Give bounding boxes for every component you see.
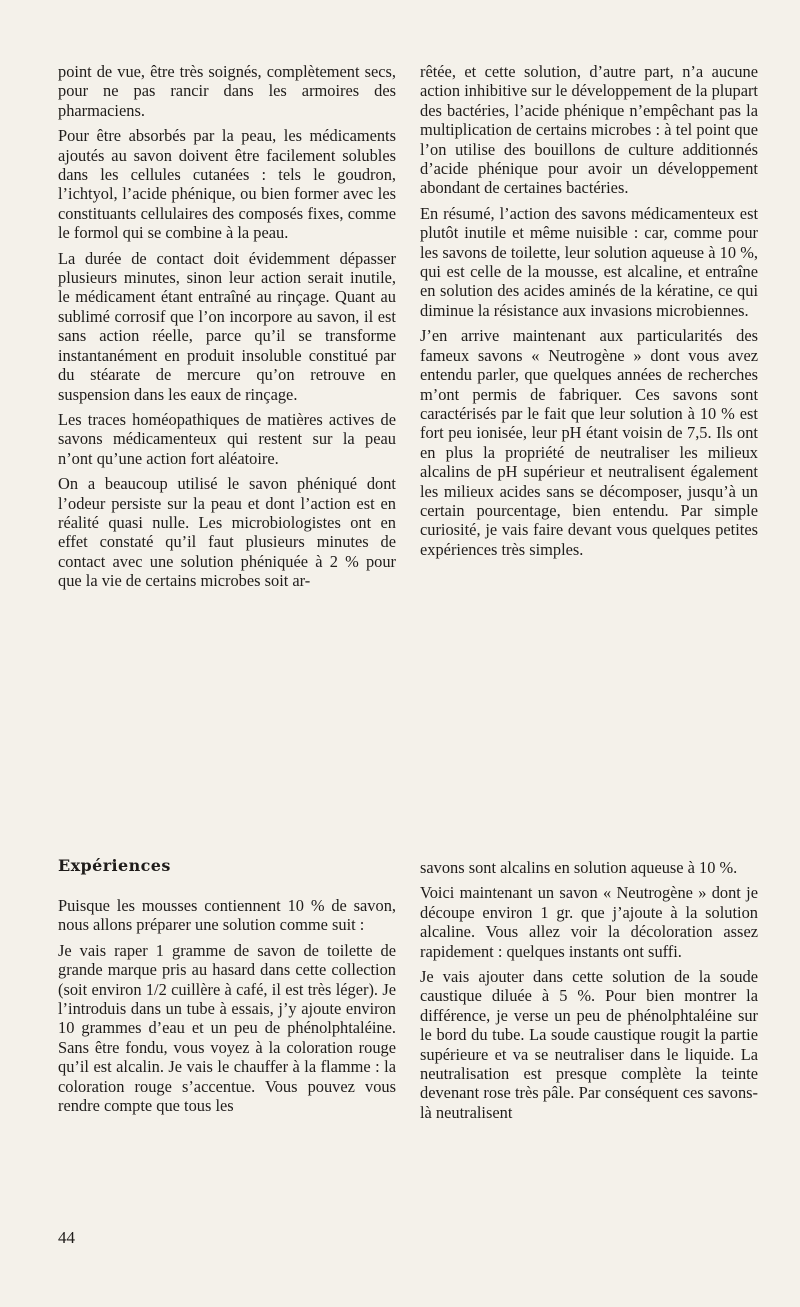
right-column-top (420, 62, 758, 565)
paragraph: rêtée, et cette solution, d’autre part, n’a aucune action inhibitive sur le développement de la plupart des bactéries, l’acide phénique n’empêchant pas la multiplication de certains microbes : à tel point que l’on utilise des bouillons de culture additionnés d’acide phénique pour avoir un développement abondant de certaines bactéries. (420, 62, 758, 198)
paragraph: point de vue, être très soignés, complètement secs, pour ne pas rancir dans les armoires des pharmaciens. (58, 62, 396, 120)
paragraph: savons sont alcalins en solution aqueuse à 10 %. (420, 858, 738, 877)
left-column-top (58, 62, 396, 597)
paragraph: Voici maintenant un savon « Neutrogène » dont je découpe environ 1 gr. que j’ajoute à la solution alcaline. Vous allez voir la décoloration assez rapidement : quelques instants ont suffi. (420, 883, 758, 961)
paragraph: La durée de contact doit évidemment dépasser plusieurs minutes, sinon leur action serait inutile, le médicament étant entraîné au rinçage. Quant au sublimé corrosif que l’on incorpore au savon, il est sans action réelle, parce qu’il se transforme instantanément en produit insoluble constitué par du stéarate de mercure qu’on retrouve en suspension dans les eaux de rinçage. (58, 248, 396, 404)
left-column-bottom (58, 896, 396, 1121)
section-heading: Expériences (58, 856, 171, 875)
paragraph: Je vais raper 1 gramme de savon de toilette de grande marque pris au hasard dans cette collection (soit environ 1/2 cuillère à café, il est très léger). Je l’introduis dans un tube à essais, j’y ajoute environ 10 grammes d’eau et un peu de phénolphtaléine. Sans être fondu, vous voyez à la coloration rouge qu’il est alcalin. Je vais le chauffer à la flamme : la coloration rouge s’accentue. Vous pouvez vous rendre compte que tous les (58, 940, 396, 1116)
page-number: 44 (58, 1228, 75, 1247)
paragraph: Je vais ajouter dans cette solution de la soude caustique diluée à 5 %. Pour bien montrer la différence, je verse un peu de phénolphtaléine sur le bord du tube. La soude caustique rougit la partie supérieure et va se neutraliser dans le liquide. La neutralisation est presque complète la teinte devenant rose très pâle. Par conséquent ces savons-là neutralisent (420, 967, 758, 1122)
paragraph: J’en arrive maintenant aux particularités des fameux savons « Neutrogène » dont vous avez entendu parler, que quelques années de recherches m’ont permis de fabriquer. Ces savons sont caractérisés par le fait que leur solution à 10 % est fort peu ionisée, leur pH étant voisin de 7,5. Ils ont en plus la propriété de neutraliser les milieux alcalins de pH supérieur et neutralisent également les milieux acides sans se décomposer, jusqu’à un certain pourcentage, bien entendu. Par simple curiosité, je vais faire devant vous quelques petites expériences très simples. (420, 326, 758, 559)
paragraph: En résumé, l’action des savons médicamenteux est plutôt inutile et même nuisible : car, comme pour les savons de toilette, leur solution aqueuse à 10 %, qui est celle de la mousse, est alcaline, et entraîne en solution des acides aminés de la kératine, ce qui diminue la résistance aux invasions microbiennes. (420, 203, 758, 320)
paragraph: Les traces homéopathiques de matières actives de savons médicamenteux qui restent sur la peau n’ont qu’une action fort aléatoire. (58, 409, 396, 468)
paragraph: Puisque les mousses contiennent 10 % de savon, nous allons préparer une solution comme suit : (58, 896, 396, 935)
paragraph: Pour être absorbés par la peau, les médicaments ajoutés au savon doivent être facilement solubles dans les cellules cutanées : tels le goudron, l’ichtyol, l’acide phénique, ou bien former avec les constituants cellulaires des composés fixes, comme le formol qui se combine à la peau. (58, 126, 396, 243)
right-column-bottom (420, 858, 758, 1128)
paragraph: On a beaucoup utilisé le savon phéniqué dont l’odeur persiste sur la peau et dont l’action est en réalité quasi nulle. Les microbiologistes ont en effet constaté qu’il faut plusieurs minutes de contact avec une solution phéniquée à 2 % pour que la vie de certains microbes soit ar- (58, 474, 396, 591)
